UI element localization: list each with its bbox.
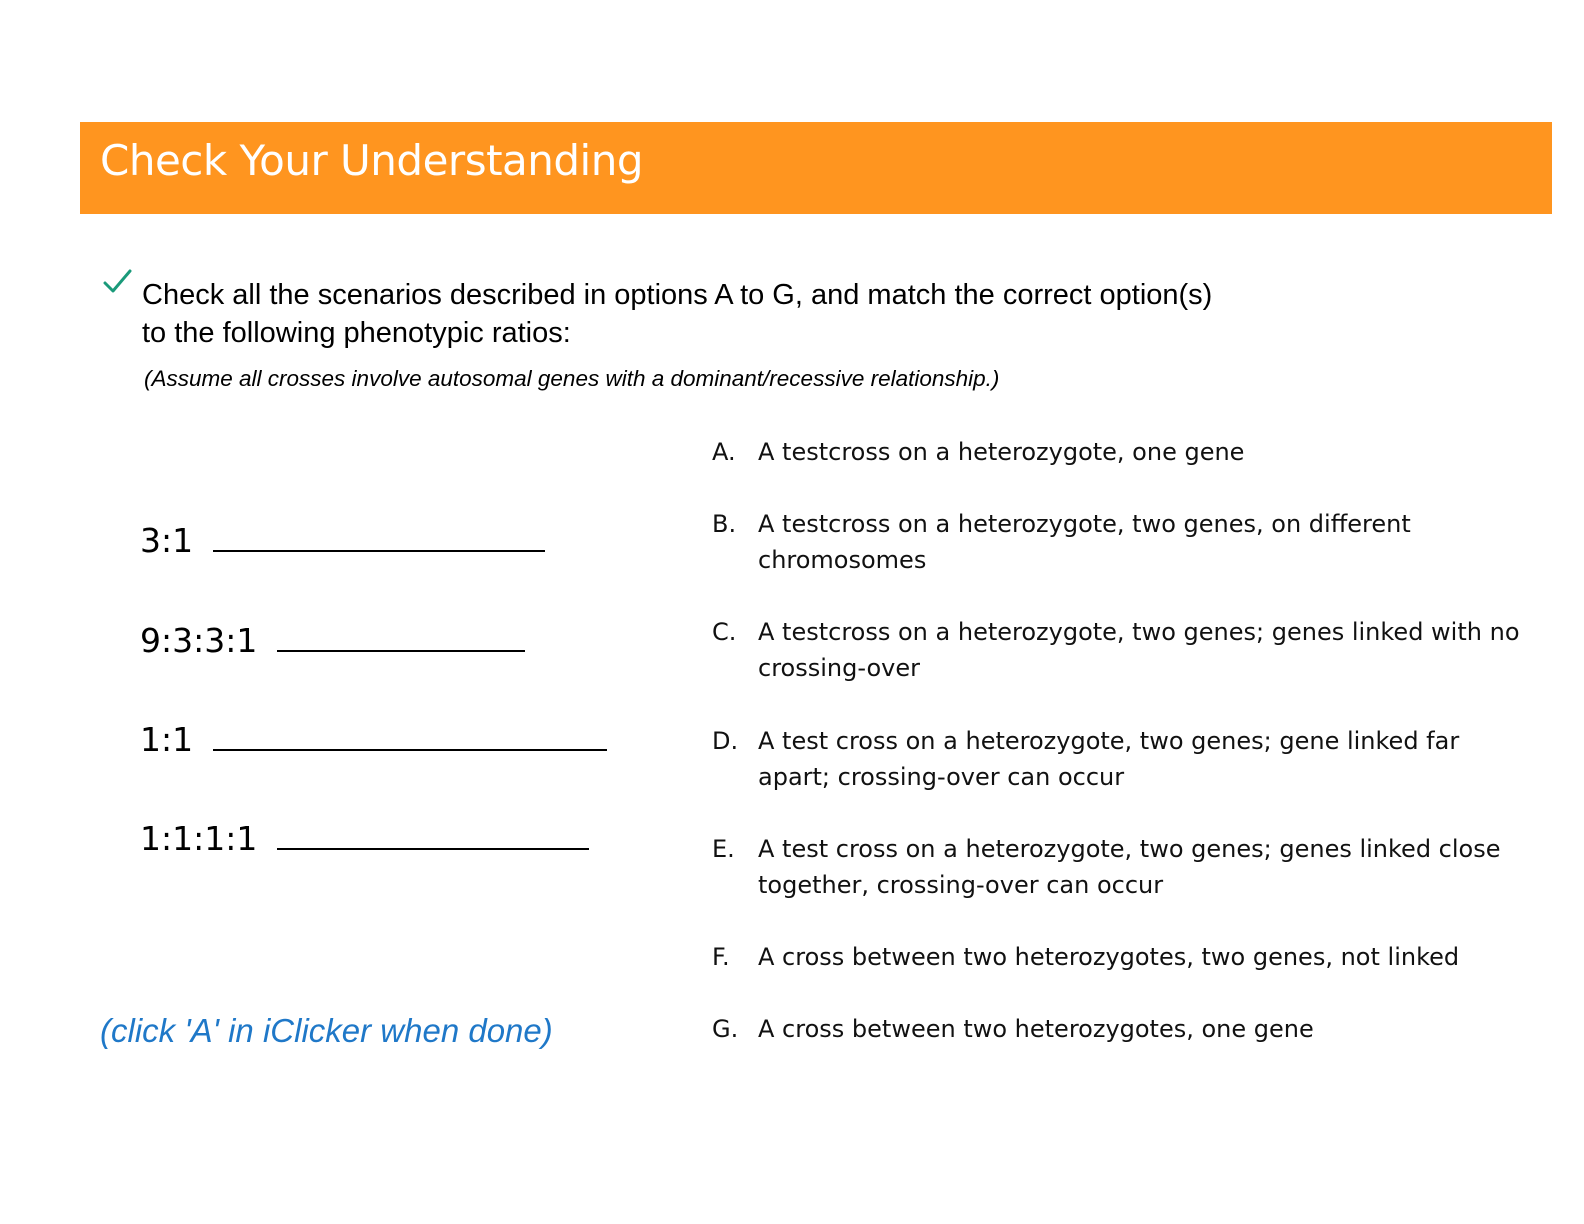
page-title: Check Your Understanding [100, 136, 644, 185]
checkmark-icon [102, 266, 134, 298]
option-letter: E. [712, 835, 735, 863]
option-text: A cross between two heterozygotes, two genes, not linked [758, 943, 1460, 971]
ratio-row-3-1 [140, 520, 545, 561]
option-letter: G. [712, 1015, 739, 1043]
answer-blank[interactable] [213, 520, 545, 552]
instructions-line-2: to the following phenotypic ratios: [142, 317, 571, 349]
option-text: A testcross on a heterozygote, two genes; genes linked with no crossing-over [758, 618, 1520, 682]
option-text: A testcross on a heterozygote, two genes, on different chromosomes [758, 510, 1411, 574]
option-letter: B. [712, 510, 737, 538]
header-bar [80, 122, 1552, 214]
option-letter: F. [712, 943, 730, 971]
option-letter: D. [712, 727, 739, 755]
option-g [712, 1011, 1578, 1047]
instructions-line-1: Check all the scenarios described in options A to G, and match the correct option(s) [142, 279, 1213, 311]
answer-blank[interactable] [213, 719, 607, 751]
option-letter: A. [712, 438, 736, 466]
ratio-label: 1:1 [140, 720, 194, 759]
option-e [712, 831, 1518, 903]
option-d [712, 723, 1478, 795]
option-c [712, 614, 1548, 686]
ratio-label: 3:1 [140, 521, 194, 560]
ratio-row-1-1 [140, 719, 607, 760]
option-letter: C. [712, 618, 737, 646]
option-text: A testcross on a heterozygote, one gene [758, 438, 1245, 466]
option-text: A test cross on a heterozygote, two genes; genes linked close together, crossing-over can occur [758, 835, 1501, 899]
option-f [712, 939, 1578, 975]
option-text: A cross between two heterozygotes, one gene [758, 1015, 1314, 1043]
ratio-label: 9:3:3:1 [140, 621, 258, 660]
ratio-row-1-1-1-1 [140, 818, 589, 859]
option-b [712, 506, 1438, 578]
assumption-note: (Assume all crosses involve autosomal genes with a dominant/recessive relationship.) [144, 366, 1000, 391]
ratio-label: 1:1:1:1 [140, 819, 258, 858]
answer-blank[interactable] [277, 620, 525, 652]
option-text: A test cross on a heterozygote, two genes; gene linked far apart; crossing-over can occur [758, 727, 1460, 791]
option-a [712, 434, 1548, 470]
answer-blank[interactable] [277, 818, 589, 850]
ratio-row-9-3-3-1 [140, 620, 525, 661]
instructions [142, 276, 1212, 352]
iclicker-note: (click 'A' in iClicker when done) [100, 1012, 553, 1049]
